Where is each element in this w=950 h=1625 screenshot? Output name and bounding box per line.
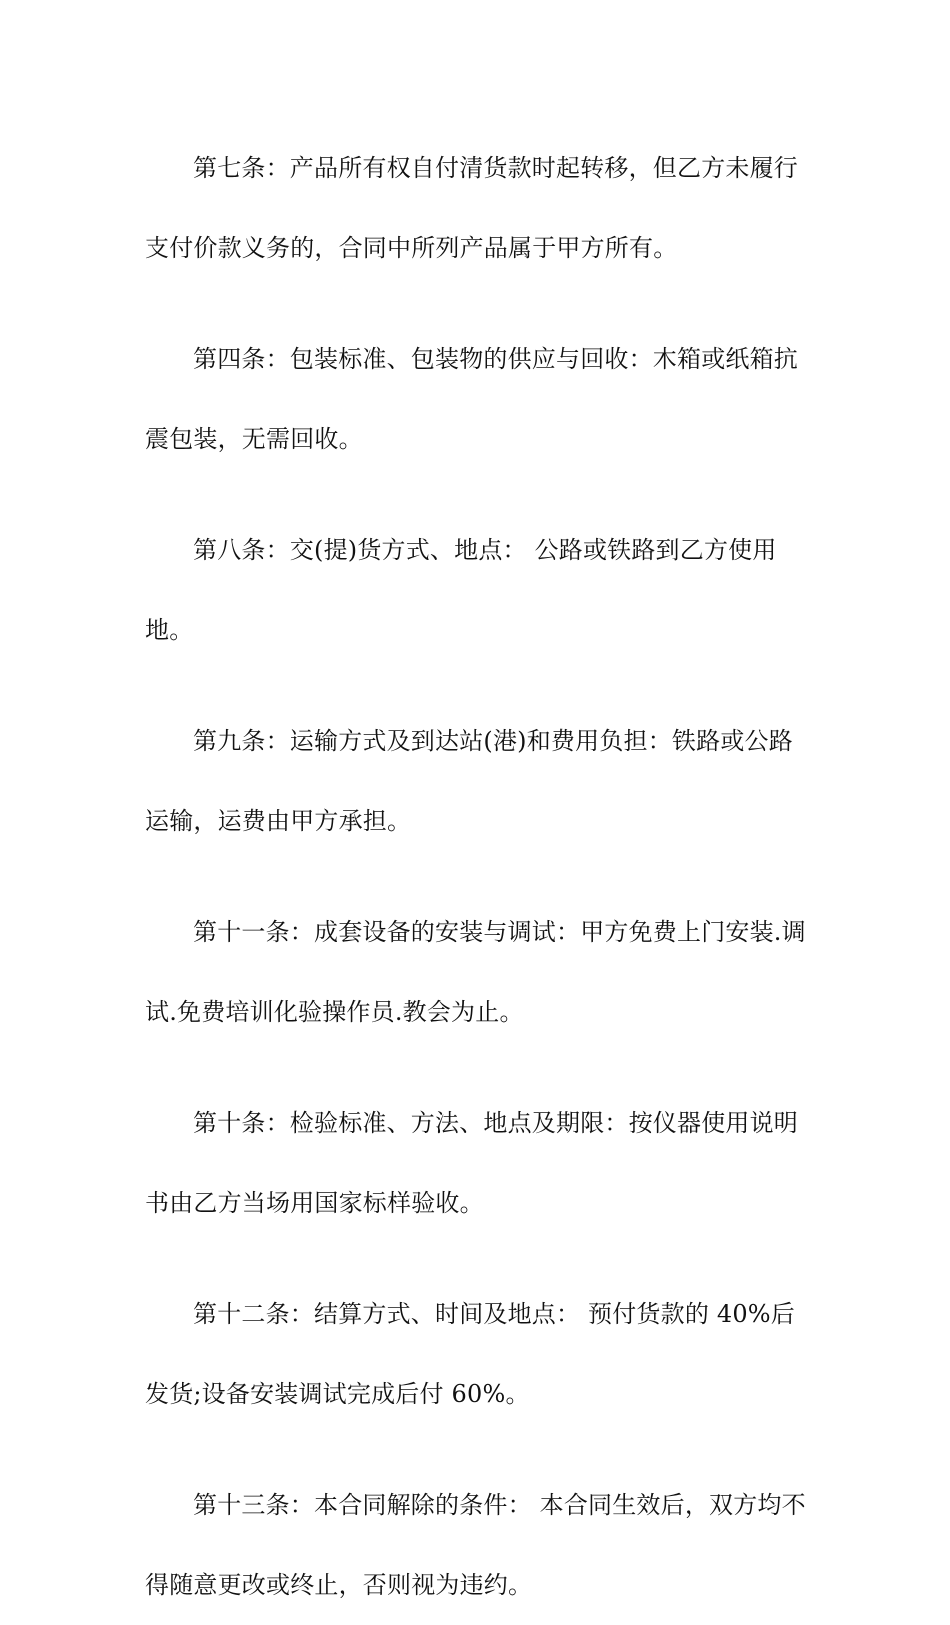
clause-7: 第七条：产品所有权自付清货款时起转移，但乙方未履行支付价款义务的，合同中所列产品属于甲方所有。 bbox=[145, 154, 798, 262]
clause-8: 第八条：交(提)货方式、地点： 公路或铁路到乙方使用地。 bbox=[145, 536, 777, 644]
clause-13: 第十三条：本合同解除的条件： 本合同生效后，双方均不得随意更改或终止，否则视为违约。 bbox=[145, 1491, 806, 1599]
clause-12: 第十二条：结算方式、时间及地点： 预付货款的 40%后发货;设备安装调试完成后付 60%。 bbox=[145, 1300, 795, 1408]
clause-4: 第四条：包装标准、包装物的供应与回收：木箱或纸箱抗震包装，无需回收。 bbox=[145, 345, 798, 453]
clause-9: 第九条：运输方式及到达站(港)和费用负担：铁路或公路运输，运费由甲方承担。 bbox=[145, 727, 793, 835]
clause-11: 第十一条：成套设备的安装与调试：甲方免费上门安装.调试.免费培训化验操作员.教会为止。 bbox=[145, 918, 806, 1026]
document-body bbox=[145, 128, 815, 1625]
clause-10: 第十条：检验标准、方法、地点及期限：按仪器使用说明书由乙方当场用国家标样验收。 bbox=[145, 1109, 798, 1217]
